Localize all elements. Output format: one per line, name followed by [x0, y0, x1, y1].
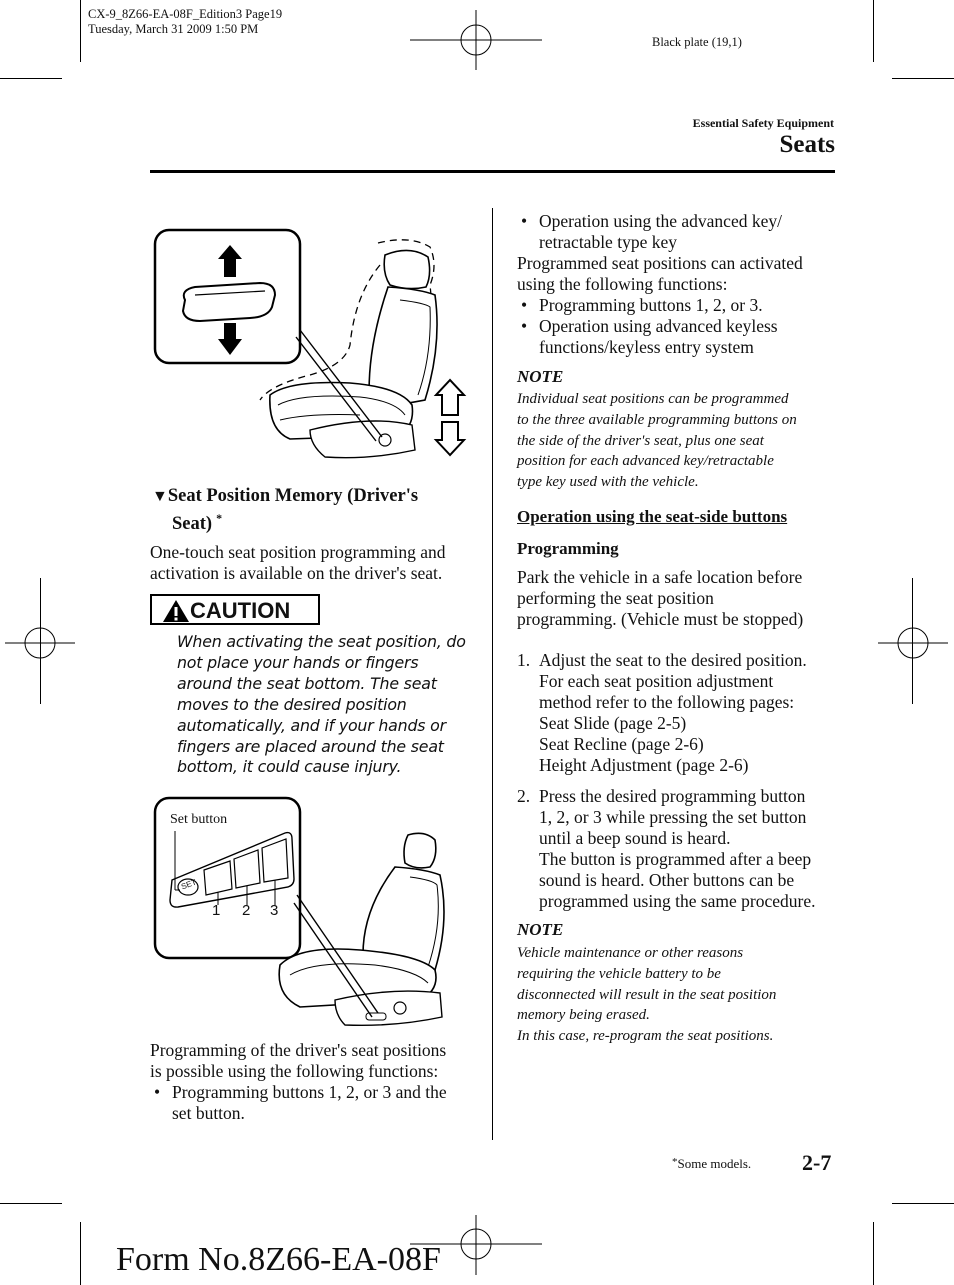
step-1	[517, 650, 807, 776]
caution-line: fingers are placed around the seat	[177, 736, 444, 756]
caution-line: around the seat bottom. The seat	[177, 673, 437, 693]
section-heading	[152, 485, 418, 508]
caution-label: CAUTION	[190, 598, 291, 623]
step-line: Seat Slide (page 2-5)	[539, 713, 687, 733]
registration-mark-left	[5, 608, 75, 678]
note1-text	[517, 389, 797, 493]
bullet-line: Operation using advanced keyless	[539, 316, 778, 336]
registration-mark-right	[878, 608, 948, 678]
column-divider	[492, 208, 493, 1140]
bullet-item: • Operation using the advanced key/ retractable type key	[521, 211, 782, 252]
paragraph-line: programming. (Vehicle must be stopped)	[517, 609, 804, 629]
step-line: programmed using the same procedure.	[539, 891, 816, 911]
step-line: until a beep sound is heard.	[539, 828, 731, 848]
programming-line: Programming of the driver's seat positions	[150, 1040, 447, 1060]
step-line: The button is programmed after a beep	[539, 849, 812, 869]
bullet-item: • Programming buttons 1, 2, or 3.	[521, 295, 763, 315]
step-line: Adjust the seat to the desired position.	[539, 650, 807, 670]
paragraph-line: performing the seat position	[517, 588, 714, 608]
print-date-line: Tuesday, March 31 2009 1:50 PM	[88, 22, 259, 36]
paragraph-line: Park the vehicle in a safe location before	[517, 567, 803, 587]
print-file-line: CX-9_8Z66-EA-08F_Edition3 Page19	[88, 7, 283, 21]
warning-triangle-icon	[162, 599, 190, 623]
section-heading-line2	[172, 507, 222, 535]
step-line: Seat Recline (page 2-6)	[539, 734, 704, 754]
button-number-2: 2	[242, 902, 251, 919]
bullet-line: retractable type key	[539, 232, 677, 252]
note2-text	[517, 943, 776, 1047]
print-plate: Black plate (19,1)	[652, 35, 742, 49]
footnote-asterisk: *	[672, 1156, 678, 1168]
note-line: to the three available programming buttons on	[517, 411, 797, 428]
step-number: 2.	[517, 786, 531, 806]
note2-title: NOTE	[517, 920, 564, 939]
bullet-line: Operation using the advanced key/	[539, 211, 782, 231]
set-button-glyph: SET	[179, 877, 198, 892]
subheading-seat-side-buttons: Operation using the seat-side buttons	[517, 507, 788, 526]
caution-line: not place your hands or fingers	[177, 652, 419, 672]
intro-line: One-touch seat position programming and	[150, 542, 446, 562]
heading-line2: Seat)	[172, 514, 213, 535]
note-line: memory being erased.	[517, 1007, 650, 1024]
programming-line: is possible using the following functions:	[150, 1061, 439, 1081]
intro-paragraph	[150, 542, 446, 584]
bullet-item: • Programming buttons 1, 2, or 3 and the set button.	[154, 1082, 447, 1123]
step-2	[517, 786, 816, 912]
step-line: 1, 2, or 3 while pressing the set button	[539, 807, 807, 827]
footnote	[672, 1156, 751, 1172]
bullet-line: set button.	[172, 1103, 245, 1123]
caution-line: When activating the seat position, do	[177, 632, 466, 651]
bullet-item: • Operation using advanced keyless functions/keyless entry system	[521, 316, 778, 357]
bullet-line: Programming buttons 1, 2, or 3.	[539, 295, 763, 315]
seat-height-illustration	[150, 225, 470, 470]
step-line: Height Adjustment (page 2-6)	[539, 755, 749, 775]
heading-asterisk: *	[216, 511, 223, 525]
heading-line1: Seat Position Memory (Driver's	[167, 486, 419, 506]
note-line: Vehicle maintenance or other reasons	[517, 945, 744, 961]
set-button-label: Set button	[170, 812, 228, 827]
step-line: Press the desired programming button	[539, 786, 806, 806]
programming-paragraph	[150, 1040, 447, 1124]
caution-line: moves to the desired position	[177, 694, 407, 714]
step-number: 1.	[517, 650, 531, 670]
note-line: the side of the driver's seat, plus one seat	[517, 432, 764, 449]
bullet-line: functions/keyless entry system	[539, 337, 754, 357]
registration-mark-top	[410, 10, 542, 70]
note-line: In this case, re-program the seat positions.	[517, 1028, 774, 1045]
step-line: For each seat position adjustment	[539, 671, 774, 691]
caution-line: bottom, it could cause injury.	[177, 757, 402, 777]
step-line: method refer to the following pages:	[539, 692, 795, 712]
note-line: requiring the vehicle battery to be	[517, 965, 721, 982]
paragraph-line: using the following functions:	[517, 274, 728, 294]
caution-text	[177, 632, 466, 778]
button-number-3: 3	[270, 902, 279, 919]
bullet-line: Programming buttons 1, 2, or 3 and the	[172, 1082, 447, 1102]
footnote-text: Some models.	[677, 1156, 752, 1171]
header-rule	[150, 170, 835, 173]
button-number-1: 1	[212, 902, 221, 919]
note-line: disconnected will result in the seat position	[517, 986, 777, 1003]
page-number: 2-7	[802, 1150, 832, 1175]
step-line: sound is heard. Other buttons can be	[539, 870, 795, 890]
note1-title: NOTE	[517, 367, 564, 386]
paragraph-line: Programmed seat positions can activated	[517, 253, 803, 273]
programming-title: Programming	[517, 539, 619, 558]
intro-line: activation is available on the driver's seat.	[150, 563, 443, 583]
section-name: Essential Safety Equipment	[692, 116, 834, 130]
note-line: position for each advanced key/retractable	[517, 453, 774, 470]
memory-buttons-illustration	[150, 795, 470, 1035]
caution-line: automatically, and if your hands or	[177, 715, 446, 735]
right-column-top	[517, 211, 837, 358]
page-title: Seats	[779, 131, 835, 158]
heading-marker: ▼	[152, 488, 168, 505]
park-paragraph	[517, 567, 803, 630]
note-line: Individual seat positions can be programmed	[517, 391, 789, 407]
form-number: Form No.8Z66-EA-08F	[116, 1241, 441, 1278]
caution-box	[150, 594, 320, 625]
note-line: type key used with the vehicle.	[517, 474, 699, 491]
